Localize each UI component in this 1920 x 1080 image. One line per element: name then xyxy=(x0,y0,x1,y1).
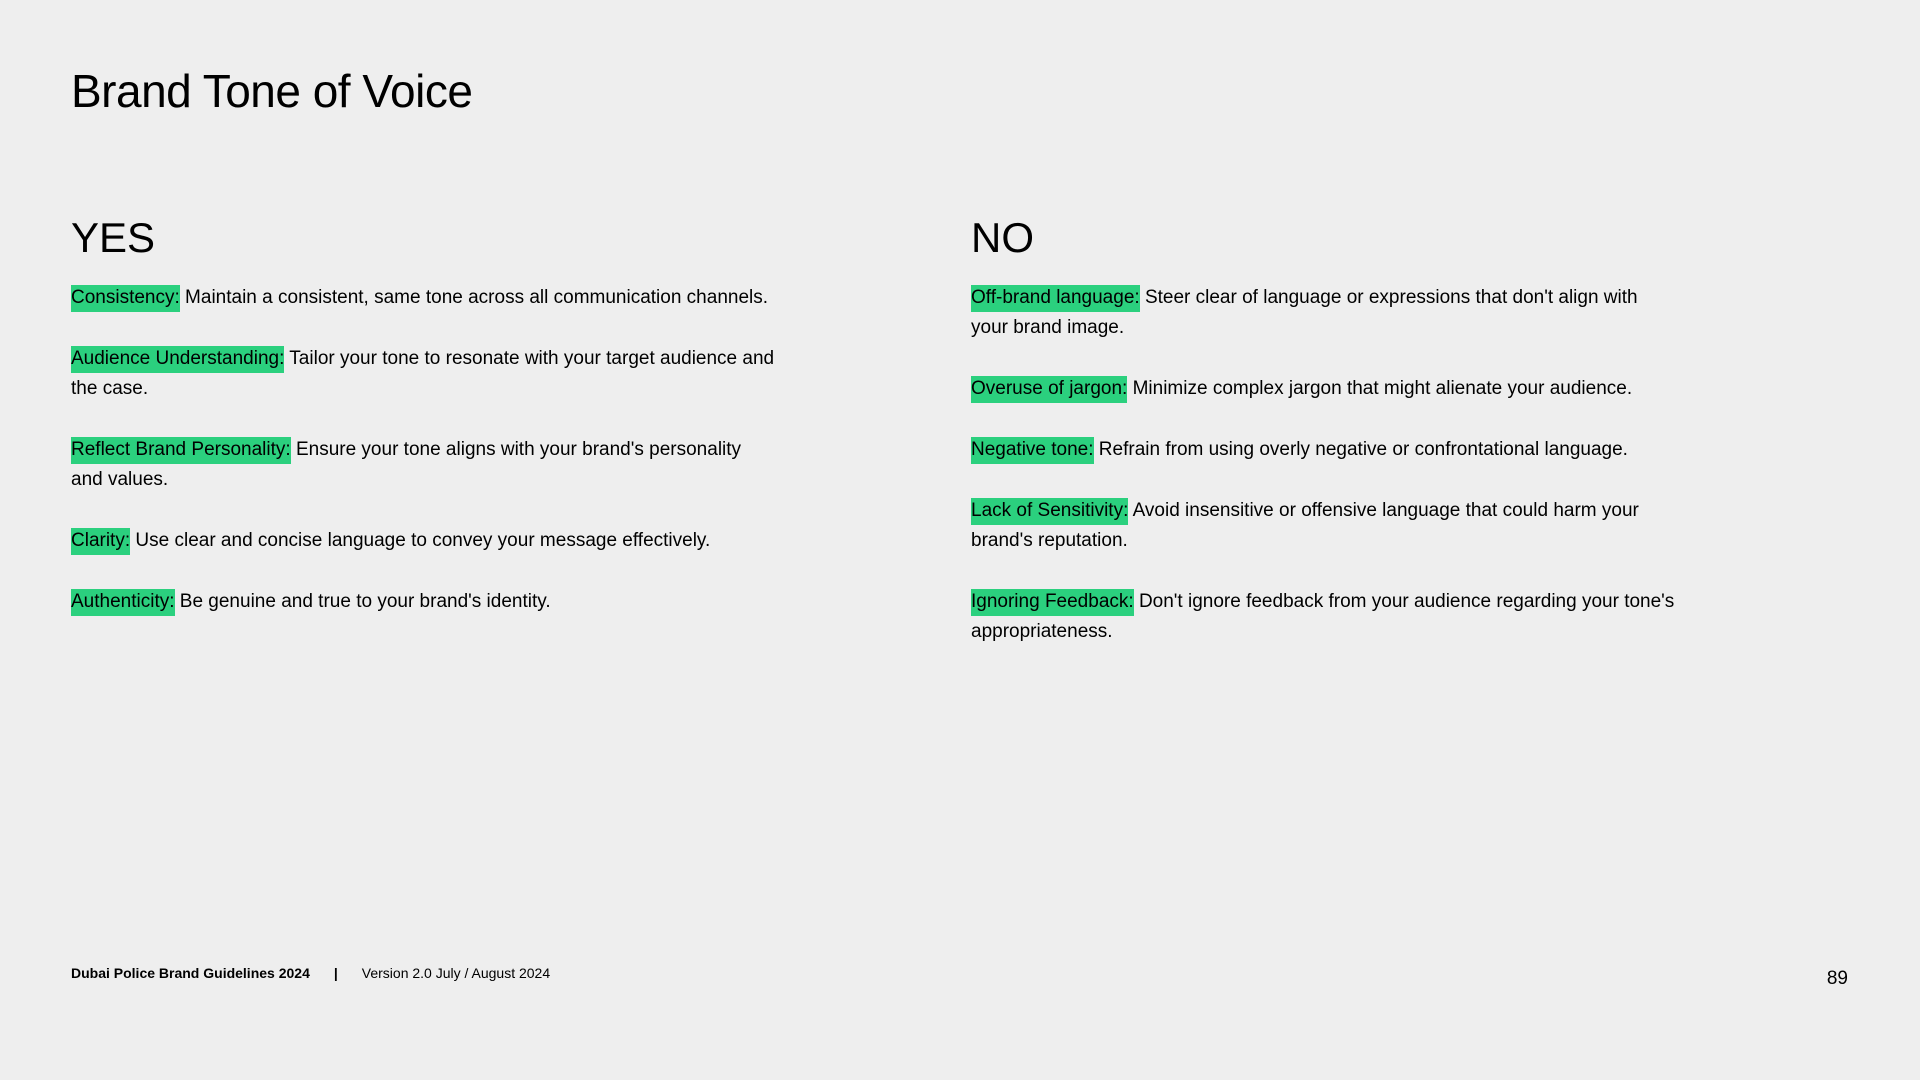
yes-column xyxy=(71,210,791,648)
item-description: Be genuine and true to your brand's identity. xyxy=(174,591,551,612)
footer-version: Version 2.0 July / August 2024 xyxy=(361,965,551,981)
no-heading: NO xyxy=(971,214,1034,261)
item-description: Steer clear of language or expressions that don't align with your brand image. xyxy=(971,287,1638,338)
no-list xyxy=(971,283,1701,647)
yes-item-clarity xyxy=(71,526,791,556)
item-description: Tailor your tone to resonate with your target audience and the case. xyxy=(71,348,775,399)
item-term: Negative tone: xyxy=(971,437,1094,464)
no-column xyxy=(971,210,1701,678)
item-term: Clarity: xyxy=(71,528,130,555)
yes-item-consistency xyxy=(71,283,791,313)
page-title: Brand Tone of Voice xyxy=(71,65,473,117)
no-item-negative-tone xyxy=(971,435,1701,465)
item-term: Overuse of jargon: xyxy=(971,376,1127,403)
item-description: Don't ignore feedback from your audience regarding your tone's appropriateness. xyxy=(971,591,1675,642)
no-item-overuse-of-jargon xyxy=(971,374,1701,404)
item-term: Consistency: xyxy=(71,285,180,312)
yes-item-reflect-brand-personality xyxy=(71,435,776,495)
footer-divider: | xyxy=(333,965,338,981)
no-item-lack-of-sensitivity xyxy=(971,496,1671,556)
yes-heading: YES xyxy=(71,214,156,261)
item-term: Authenticity: xyxy=(71,589,175,616)
item-description: Avoid insensitive or offensive language that could harm your brand's reputation. xyxy=(971,500,1639,551)
yes-list xyxy=(71,283,791,617)
footer-guide-name: Dubai Police Brand Guidelines 2024 xyxy=(71,965,310,981)
yes-item-authenticity xyxy=(71,587,791,617)
no-item-ignoring-feedback xyxy=(971,587,1701,647)
item-term: Reflect Brand Personality: xyxy=(71,437,291,464)
item-description: Refrain from using overly negative or confrontational language. xyxy=(1093,439,1628,460)
yes-item-audience-understanding xyxy=(71,344,776,404)
footer xyxy=(71,965,550,981)
item-term: Off-brand language: xyxy=(971,285,1140,312)
item-description: Minimize complex jargon that might alienate your audience. xyxy=(1127,378,1633,399)
item-term: Ignoring Feedback: xyxy=(971,589,1134,616)
item-description: Use clear and concise language to convey your message effectively. xyxy=(130,530,711,551)
no-item-off-brand-language xyxy=(971,283,1661,343)
item-description: Maintain a consistent, same tone across all communication channels. xyxy=(179,287,769,308)
item-term: Audience Understanding: xyxy=(71,346,284,373)
item-term: Lack of Sensitivity: xyxy=(971,498,1128,525)
item-description: Ensure your tone aligns with your brand's personality and values. xyxy=(71,439,742,490)
page-number: 89 xyxy=(1826,968,1848,989)
